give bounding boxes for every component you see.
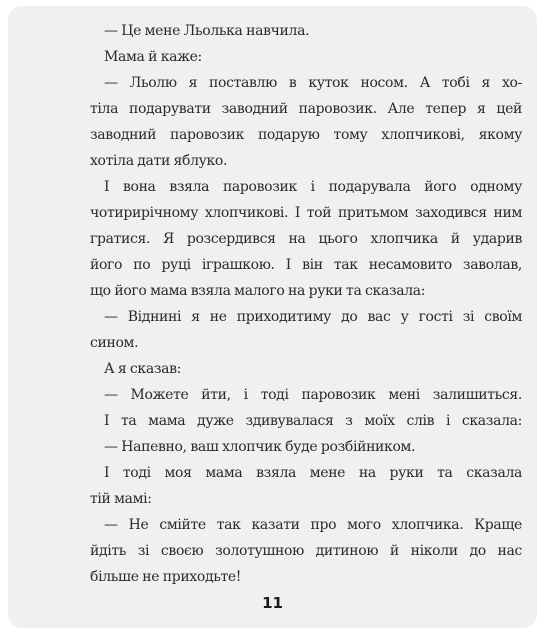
text-line: І та мама дуже здивувалася з моїх слів і сказала: <box>104 413 522 429</box>
book-page <box>8 6 537 628</box>
text-line: — Можете йти, і тоді паровозик мені залишиться. <box>104 387 522 403</box>
text-line: — Це мене Льолька навчила. <box>104 23 310 39</box>
text-line: — Напевно, ваш хлопчик буде розбійником. <box>104 439 416 455</box>
text-line: чотирирічному хлопчикові. І той притьмом заходився ним <box>90 205 522 221</box>
text-line: — Не смійте так казати про мого хлопчика. Краще <box>104 517 522 533</box>
text-line: що його мама взяла малого на руки та сказала: <box>90 283 426 299</box>
text-line: — Віднині я не приходитиму до вас у гості зі своїм <box>104 309 522 325</box>
text-line: заводний паровозик подарую тому хлопчикові, якому <box>90 127 522 143</box>
text-line: його по руці іграшкою. І він так несамовито заволав, <box>90 257 522 273</box>
text-line: більше не приходьте! <box>90 569 242 585</box>
text-line: йдіть зі своєю золотушною дитиною й ніколи до нас <box>90 543 522 559</box>
text-line: І вона взяла паровозик і подарувала його одному <box>104 179 522 195</box>
page-number: 11 <box>262 594 283 612</box>
page-text <box>90 18 522 590</box>
text-line: І тоді моя мама взяла мене на руки та сказала <box>104 465 522 481</box>
text-line: хотіла дати яблуко. <box>90 153 228 169</box>
text-line: А я сказав: <box>104 361 182 377</box>
text-line: Мама й каже: <box>104 49 202 65</box>
text-line: — Льолю я поставлю в куток носом. А тобі я хо- <box>104 75 522 91</box>
text-line: гратися. Я розсердився на цього хлопчика й ударив <box>90 231 522 247</box>
text-line: тіла подарувати заводний паровозик. Але тепер я цей <box>90 101 522 117</box>
text-line: сином. <box>90 335 139 351</box>
text-line: тій мамі: <box>90 491 152 507</box>
